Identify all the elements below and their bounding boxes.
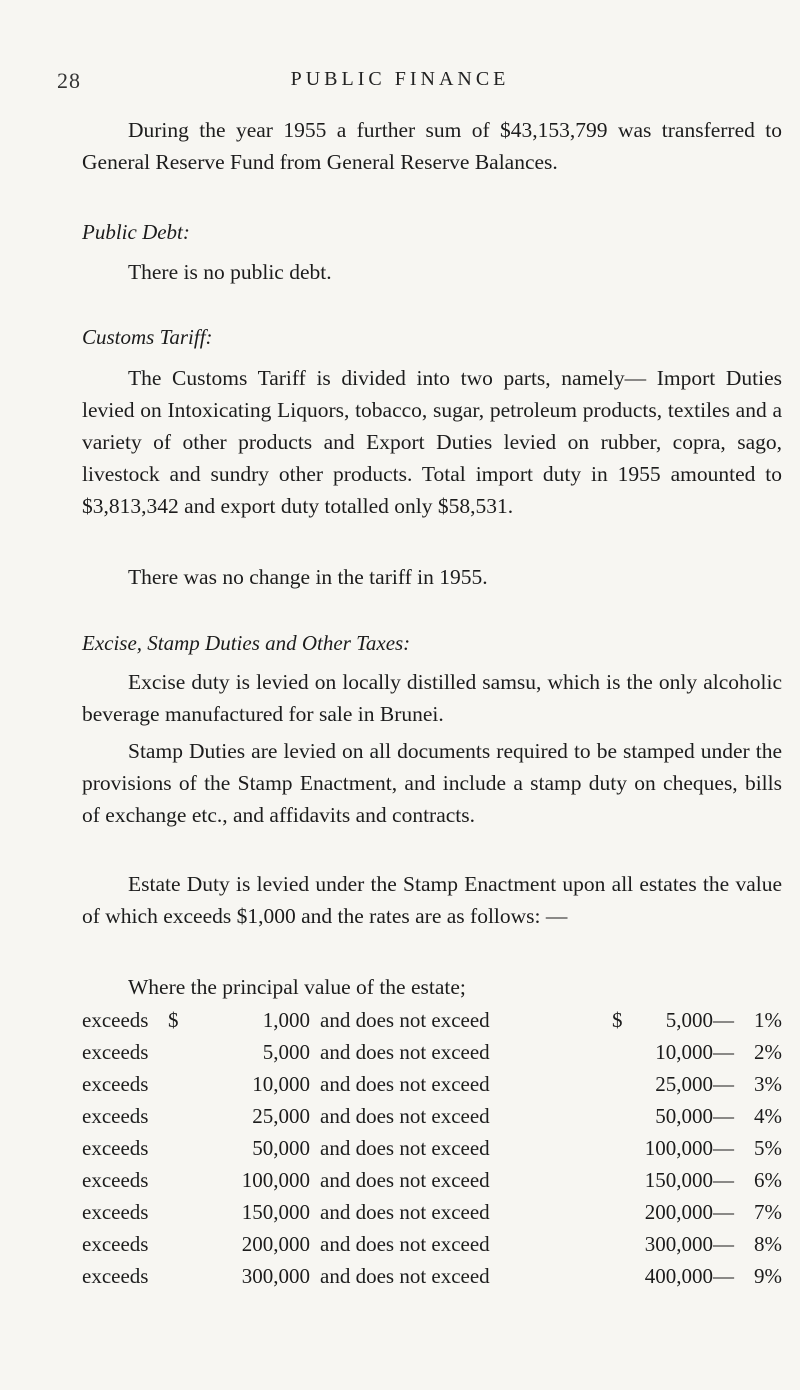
row-condition: and does not exceed xyxy=(320,1200,490,1224)
row-currency: $ xyxy=(168,1008,179,1032)
row-lower-bound: 25,000 xyxy=(252,1104,310,1128)
paragraph-excise: Excise duty is levied on locally distilled samsu, which is the only alcoholic beverage manufactured for sale in Brunei. xyxy=(82,670,782,726)
row-currency-upper: $ xyxy=(612,1008,623,1032)
row-upper-bound: 400,000— xyxy=(644,1264,734,1288)
row-lower-bound: 50,000 xyxy=(252,1136,310,1160)
row-upper-bound: 5,000— xyxy=(665,1008,734,1032)
running-title: PUBLIC FINANCE xyxy=(290,68,510,90)
row-rate: 1% xyxy=(754,1008,782,1032)
row-upper-bound: 100,000— xyxy=(644,1136,734,1160)
row-lower-bound: 10,000 xyxy=(252,1072,310,1096)
row-condition: and does not exceed xyxy=(320,1264,490,1288)
paragraph-public-debt: There is no public debt. xyxy=(128,260,332,284)
estate-rate-row xyxy=(82,1200,782,1232)
row-word: exceeds xyxy=(82,1136,149,1160)
row-condition: and does not exceed xyxy=(320,1008,490,1032)
heading-public-debt: Public Debt: xyxy=(82,220,190,244)
estate-rate-row xyxy=(82,1104,782,1136)
row-upper-bound: 300,000— xyxy=(644,1232,734,1256)
row-rate: 2% xyxy=(754,1040,782,1064)
row-lower-bound: 5,000 xyxy=(262,1040,310,1064)
estate-rate-row xyxy=(82,1136,782,1168)
row-word: exceeds xyxy=(82,1072,149,1096)
paragraph-tariff-change: There was no change in the tariff in 1955. xyxy=(128,565,488,589)
paragraph-customs: The Customs Tariff is divided into two parts, namely— Import Duties levied on Intoxicating Liquors, tobacco, sugar, petroleum products, textiles and a variety of other products and Export Duties levied on rubber, copra, sago, livestock and sundry other products. Total import duty in 1955 amounted to $3,813,342 and export duty totalled only $58,531. xyxy=(82,366,782,518)
row-rate: 7% xyxy=(754,1200,782,1224)
row-rate: 5% xyxy=(754,1136,782,1160)
row-rate: 8% xyxy=(754,1232,782,1256)
row-lower-bound: 150,000 xyxy=(241,1200,310,1224)
row-upper-bound: 25,000— xyxy=(655,1072,734,1096)
estate-rate-row xyxy=(82,1008,782,1040)
row-condition: and does not exceed xyxy=(320,1232,490,1256)
row-lower-bound: 300,000 xyxy=(241,1264,310,1288)
page-number: 28 xyxy=(57,68,81,93)
row-rate: 4% xyxy=(754,1104,782,1128)
row-condition: and does not exceed xyxy=(320,1040,490,1064)
heading-excise: Excise, Stamp Duties and Other Taxes: xyxy=(82,631,411,655)
row-word: exceeds xyxy=(82,1168,149,1192)
row-lower-bound: 200,000 xyxy=(241,1232,310,1256)
estate-rate-row xyxy=(82,1264,782,1296)
row-word: exceeds xyxy=(82,1200,149,1224)
row-rate: 9% xyxy=(754,1264,782,1288)
estate-rate-row xyxy=(82,1168,782,1200)
row-condition: and does not exceed xyxy=(320,1168,490,1192)
row-condition: and does not exceed xyxy=(320,1136,490,1160)
paragraph-reserve: During the year 1955 a further sum of $43,153,799 was transferred to General Reserve Fund from General Reserve Balances. xyxy=(82,118,782,174)
row-rate: 3% xyxy=(754,1072,782,1096)
heading-customs-tariff: Customs Tariff: xyxy=(82,325,213,349)
row-lower-bound: 100,000 xyxy=(241,1168,310,1192)
row-upper-bound: 150,000— xyxy=(644,1168,734,1192)
estate-rate-table xyxy=(82,1008,782,1296)
row-rate: 6% xyxy=(754,1168,782,1192)
row-word: exceeds xyxy=(82,1008,149,1032)
row-upper-bound: 200,000— xyxy=(644,1200,734,1224)
row-upper-bound: 10,000— xyxy=(655,1040,734,1064)
row-word: exceeds xyxy=(82,1104,149,1128)
row-word: exceeds xyxy=(82,1232,149,1256)
estate-rate-row xyxy=(82,1040,782,1072)
row-upper-bound: 50,000— xyxy=(655,1104,734,1128)
paragraph-stamp-duties: Stamp Duties are levied on all documents required to be stamped under the provisions of the Stamp Enactment, and include a stamp duty on cheques, bills of exchange etc., and affidavits and contracts. xyxy=(82,739,782,827)
paragraph-estate-duty: Estate Duty is levied under the Stamp Enactment upon all estates the value of which exceeds $1,000 and the rates are as follows: — xyxy=(82,872,782,928)
row-condition: and does not exceed xyxy=(320,1104,490,1128)
row-word: exceeds xyxy=(82,1040,149,1064)
estate-rate-row xyxy=(82,1232,782,1264)
row-lower-bound: 1,000 xyxy=(262,1008,310,1032)
paragraph-where: Where the principal value of the estate; xyxy=(128,975,466,999)
estate-rate-row xyxy=(82,1072,782,1104)
row-condition: and does not exceed xyxy=(320,1072,490,1096)
row-word: exceeds xyxy=(82,1264,149,1288)
